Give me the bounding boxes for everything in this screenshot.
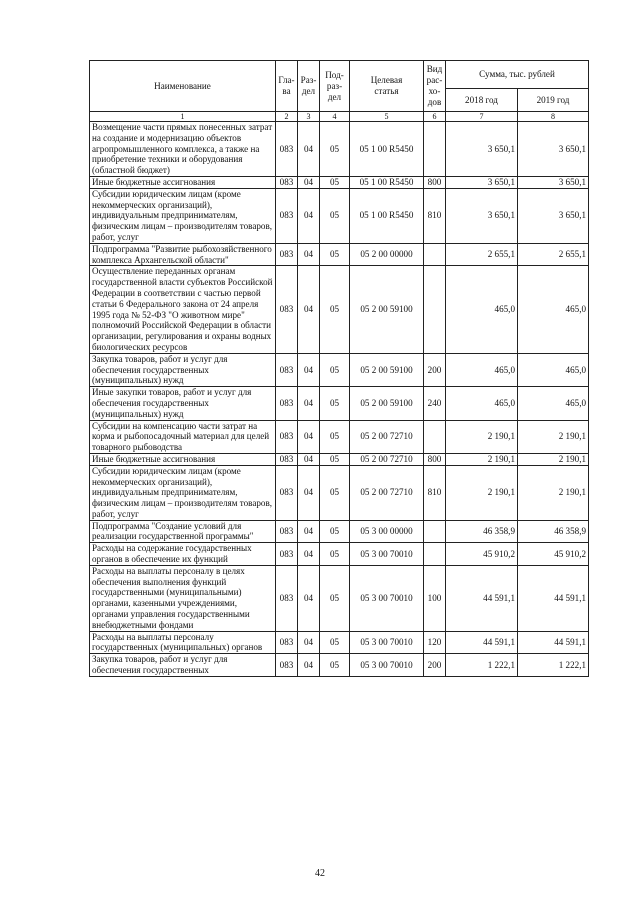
row-sum-2019: 2 190,1	[518, 420, 589, 453]
row-chapter: 083	[276, 520, 298, 543]
row-name: Подпрограмма "Создание условий для реализации государственной программы"	[90, 520, 276, 543]
row-type: 800	[424, 453, 446, 465]
row-target: 05 3 00 70010	[350, 565, 424, 631]
page-number: 42	[315, 868, 325, 879]
column-number: 5	[350, 112, 424, 122]
row-type: 100	[424, 565, 446, 631]
row-sum-2018: 2 190,1	[446, 420, 518, 453]
row-chapter: 083	[276, 465, 298, 520]
row-type: 200	[424, 654, 446, 677]
row-chapter: 083	[276, 654, 298, 677]
table-row	[90, 631, 589, 654]
row-target: 05 1 00 R5450	[350, 122, 424, 177]
column-number: 7	[446, 112, 518, 122]
row-type: 240	[424, 387, 446, 420]
header-subsection: Под- раз- дел	[320, 61, 350, 112]
row-target: 05 2 00 59100	[350, 266, 424, 353]
row-name: Иные бюджетные ассигнования	[90, 453, 276, 465]
row-type: 120	[424, 631, 446, 654]
table-row	[90, 654, 589, 677]
row-sum-2018: 2 190,1	[446, 465, 518, 520]
row-chapter: 083	[276, 543, 298, 566]
table-row	[90, 453, 589, 465]
row-name: Иные бюджетные ассигнования	[90, 176, 276, 188]
row-subsection: 05	[320, 654, 350, 677]
row-name: Осуществление переданных органам государственной власти субъектов Российской Федерации в соответствии с частью первой статьи 6 Федерального закона от 24 апреля 1995 года № 52-ФЗ "О животном мире" полномочий Российской Федерации в области организации, регулирования и охраны водных биологических ресурсов	[90, 266, 276, 353]
row-chapter: 083	[276, 453, 298, 465]
table-row	[90, 565, 589, 631]
row-sum-2019: 2 655,1	[518, 243, 589, 266]
column-number: 2	[276, 112, 298, 122]
row-sum-2019: 465,0	[518, 387, 589, 420]
table-row	[90, 520, 589, 543]
row-section: 04	[298, 176, 320, 188]
row-sum-2019: 1 222,1	[518, 654, 589, 677]
row-sum-2018: 44 591,1	[446, 631, 518, 654]
row-sum-2018: 2 190,1	[446, 453, 518, 465]
row-sum-2018: 1 222,1	[446, 654, 518, 677]
row-subsection: 05	[320, 465, 350, 520]
row-type	[424, 122, 446, 177]
table-row	[90, 188, 589, 243]
row-subsection: 05	[320, 631, 350, 654]
row-section: 04	[298, 243, 320, 266]
row-subsection: 05	[320, 176, 350, 188]
row-subsection: 05	[320, 353, 350, 386]
row-subsection: 05	[320, 543, 350, 566]
table-row	[90, 543, 589, 566]
row-section: 04	[298, 353, 320, 386]
row-sum-2018: 44 591,1	[446, 565, 518, 631]
row-name: Закупка товаров, работ и услуг для обеспечения государственных	[90, 654, 276, 677]
row-name: Расходы на содержание государственных органов в обеспечение их функций	[90, 543, 276, 566]
row-subsection: 05	[320, 188, 350, 243]
row-sum-2018: 3 650,1	[446, 122, 518, 177]
row-section: 04	[298, 453, 320, 465]
column-number: 3	[298, 112, 320, 122]
header-expense-type: Вид рас- хо- дов	[424, 61, 446, 112]
row-sum-2019: 2 190,1	[518, 465, 589, 520]
row-type: 200	[424, 353, 446, 386]
row-type: 810	[424, 188, 446, 243]
row-target: 05 2 00 72710	[350, 453, 424, 465]
row-section: 04	[298, 565, 320, 631]
row-subsection: 05	[320, 565, 350, 631]
row-type	[424, 243, 446, 266]
row-sum-2018: 3 650,1	[446, 176, 518, 188]
budget-table	[89, 60, 589, 677]
row-name: Субсидии юридическим лицам (кроме некоммерческих организаций), индивидуальным предпринимателям, физическим лицам – производителям товаров, работ, услуг	[90, 465, 276, 520]
row-section: 04	[298, 465, 320, 520]
row-chapter: 083	[276, 387, 298, 420]
row-sum-2018: 45 910,2	[446, 543, 518, 566]
row-chapter: 083	[276, 243, 298, 266]
row-type: 810	[424, 465, 446, 520]
header-year-2019: 2019 год	[518, 89, 589, 112]
row-sum-2019: 46 358,9	[518, 520, 589, 543]
row-target: 05 2 00 72710	[350, 420, 424, 453]
row-sum-2019: 3 650,1	[518, 176, 589, 188]
header-name: Наименование	[90, 61, 276, 112]
row-section: 04	[298, 266, 320, 353]
row-section: 04	[298, 654, 320, 677]
row-type	[424, 520, 446, 543]
row-target: 05 2 00 72710	[350, 465, 424, 520]
row-chapter: 083	[276, 420, 298, 453]
table-row	[90, 243, 589, 266]
row-type	[424, 266, 446, 353]
header-section: Раз- дел	[298, 61, 320, 112]
column-number: 4	[320, 112, 350, 122]
row-name: Закупка товаров, работ и услуг для обеспечения государственных (муниципальных) нужд	[90, 353, 276, 386]
row-name: Иные закупки товаров, работ и услуг для обеспечения государственных (муниципальных) нужд	[90, 387, 276, 420]
row-sum-2019: 2 190,1	[518, 453, 589, 465]
row-chapter: 083	[276, 122, 298, 177]
row-subsection: 05	[320, 243, 350, 266]
header-row	[90, 61, 589, 89]
row-sum-2019: 465,0	[518, 353, 589, 386]
row-sum-2018: 3 650,1	[446, 188, 518, 243]
table-row	[90, 465, 589, 520]
row-name: Субсидии юридическим лицам (кроме некоммерческих организаций), индивидуальным предпринимателям, физическим лицам – производителям товаров, работ, услуг	[90, 188, 276, 243]
row-type: 800	[424, 176, 446, 188]
row-chapter: 083	[276, 176, 298, 188]
row-target: 05 2 00 59100	[350, 387, 424, 420]
row-sum-2019: 3 650,1	[518, 188, 589, 243]
row-sum-2019: 465,0	[518, 266, 589, 353]
row-section: 04	[298, 420, 320, 453]
row-subsection: 05	[320, 520, 350, 543]
row-target: 05 3 00 00000	[350, 520, 424, 543]
table-row	[90, 176, 589, 188]
row-section: 04	[298, 631, 320, 654]
row-sum-2018: 465,0	[446, 266, 518, 353]
row-sum-2019: 44 591,1	[518, 565, 589, 631]
row-type	[424, 543, 446, 566]
row-chapter: 083	[276, 266, 298, 353]
row-sum-2018: 46 358,9	[446, 520, 518, 543]
row-subsection: 05	[320, 453, 350, 465]
row-subsection: 05	[320, 122, 350, 177]
row-name: Возмещение части прямых понесенных затрат на создание и модернизацию объектов агропромышленного комплекса, а также на приобретение техники и оборудования (областной бюджет)	[90, 122, 276, 177]
row-section: 04	[298, 387, 320, 420]
row-name: Расходы на выплаты персоналу в целях обеспечения выполнения функций государственными (муниципальными) органами, казенными учреждениями, органами управления государственными внебюджетными фондами	[90, 565, 276, 631]
row-sum-2019: 3 650,1	[518, 122, 589, 177]
table-row	[90, 420, 589, 453]
row-chapter: 083	[276, 353, 298, 386]
row-subsection: 05	[320, 420, 350, 453]
header-target: Целевая статья	[350, 61, 424, 112]
header-sum: Сумма, тыс. рублей	[446, 61, 589, 89]
row-subsection: 05	[320, 266, 350, 353]
row-target: 05 2 00 59100	[350, 353, 424, 386]
row-section: 04	[298, 520, 320, 543]
row-sum-2018: 465,0	[446, 353, 518, 386]
row-section: 04	[298, 188, 320, 243]
table-row	[90, 353, 589, 386]
row-section: 04	[298, 543, 320, 566]
row-target: 05 2 00 00000	[350, 243, 424, 266]
row-sum-2019: 45 910,2	[518, 543, 589, 566]
row-chapter: 083	[276, 188, 298, 243]
row-target: 05 3 00 70010	[350, 631, 424, 654]
row-target: 05 1 00 R5450	[350, 176, 424, 188]
column-number: 8	[518, 112, 589, 122]
row-chapter: 083	[276, 631, 298, 654]
header-year-2018: 2018 год	[446, 89, 518, 112]
header-chapter: Гла- ва	[276, 61, 298, 112]
row-type	[424, 420, 446, 453]
row-sum-2019: 44 591,1	[518, 631, 589, 654]
row-sum-2018: 465,0	[446, 387, 518, 420]
row-target: 05 1 00 R5450	[350, 188, 424, 243]
row-section: 04	[298, 122, 320, 177]
row-sum-2018: 2 655,1	[446, 243, 518, 266]
table-row	[90, 387, 589, 420]
column-number: 1	[90, 112, 276, 122]
row-target: 05 3 00 70010	[350, 543, 424, 566]
column-number: 6	[424, 112, 446, 122]
row-name: Подпрограмма "Развитие рыбохозяйственного комплекса Архангельской области"	[90, 243, 276, 266]
table-row	[90, 266, 589, 353]
table-row	[90, 122, 589, 177]
row-target: 05 3 00 70010	[350, 654, 424, 677]
column-numbers-row	[90, 112, 589, 122]
row-subsection: 05	[320, 387, 350, 420]
row-name: Расходы на выплаты персоналу государственных (муниципальных) органов	[90, 631, 276, 654]
row-name: Субсидии на компенсацию части затрат на корма и рыбопосадочный материал для целей товарного рыбоводства	[90, 420, 276, 453]
row-chapter: 083	[276, 565, 298, 631]
